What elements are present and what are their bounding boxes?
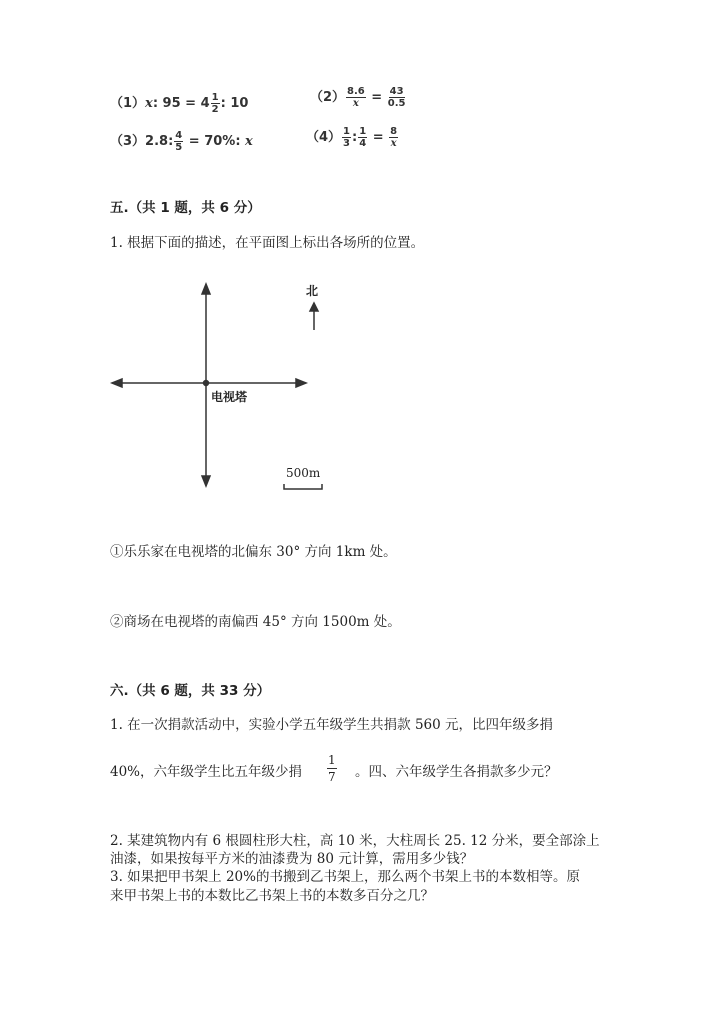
num: 4 xyxy=(175,130,183,141)
section-6-heading: 六.（共 6 题，共 33 分） xyxy=(110,683,271,699)
den: x xyxy=(390,138,397,149)
var: x xyxy=(245,134,253,149)
item-2: ②商场在电视塔的南偏西 45° 方向 1500m 处。 xyxy=(110,614,401,630)
item-1: ①乐乐家在电视塔的北偏东 30° 方向 1km 处。 xyxy=(110,544,397,560)
question-1-line-2b: 。四、六年级学生各捐款多少元？ xyxy=(355,764,558,780)
num: 8.6 xyxy=(347,86,365,97)
question-2-line-1: 2. 某建筑物内有 6 根圆柱形大柱，高 10 米，大柱周长 25. 12 分米，要全部涂上 xyxy=(110,833,600,849)
eq-text: : 95 = 4 xyxy=(152,96,210,111)
tv-tower-label: 电视塔 xyxy=(211,390,248,404)
question-3-line-2: 来甲书架上书的本数比乙书架上书的本数多百分之几？ xyxy=(110,888,434,904)
num: 1 xyxy=(211,92,219,103)
arrow-north xyxy=(202,284,210,294)
den: 3 xyxy=(343,138,351,149)
num: 1 xyxy=(328,753,336,767)
scale-bar xyxy=(284,484,322,489)
den: 5 xyxy=(175,142,183,153)
den: 0.5 xyxy=(387,98,406,109)
eq-sign: = xyxy=(372,130,384,145)
var: x xyxy=(145,96,153,111)
scale-label: 500m xyxy=(286,466,321,480)
den: 4 xyxy=(359,138,367,149)
question-text: 1. 根据下面的描述，在平面图上标出各场所的位置。 xyxy=(110,235,425,251)
eq-text: = 70%: xyxy=(188,134,241,149)
arrow-west xyxy=(112,379,122,387)
center-dot xyxy=(204,381,209,386)
question-2-line-2: 油漆，如果按每平方米的油漆费为 80 元计算，需用多少钱？ xyxy=(110,851,474,867)
north-label: 北 xyxy=(306,284,319,298)
eq-text: : 10 xyxy=(220,96,249,111)
eq-label: （1） xyxy=(110,96,146,111)
question-3-line-1: 3. 如果把甲书架上 20%的书搬到乙书架上，那么两个书架上书的本数相等。原 xyxy=(110,869,580,885)
den: x xyxy=(352,98,359,109)
eq-sign: = xyxy=(371,90,383,105)
num: 43 xyxy=(389,86,404,97)
eq-label: （2） xyxy=(310,90,346,105)
question-1-line-1: 1. 在一次捐款活动中，实验小学五年级学生共捐款 560 元，比四年级多捐 xyxy=(110,717,554,733)
eq-text: 2.8: xyxy=(145,134,174,149)
fraction-one-seventh xyxy=(326,752,338,785)
north-arrowhead-icon xyxy=(310,303,318,311)
num: 1 xyxy=(343,126,351,137)
eq-sign: : xyxy=(352,130,358,145)
eq-label: （3） xyxy=(110,134,146,149)
num: 1 xyxy=(359,126,367,137)
arrow-east xyxy=(296,379,306,387)
den: 7 xyxy=(328,770,336,784)
arrow-south xyxy=(202,476,210,486)
section-5-heading: 五.（共 1 题，共 6 分） xyxy=(110,200,261,216)
question-1-line-2a: 40%，六年级学生比五年级少捐 xyxy=(110,764,303,780)
eq-label: （4） xyxy=(306,130,342,145)
num: 8 xyxy=(390,126,398,137)
den: 2 xyxy=(211,104,219,115)
